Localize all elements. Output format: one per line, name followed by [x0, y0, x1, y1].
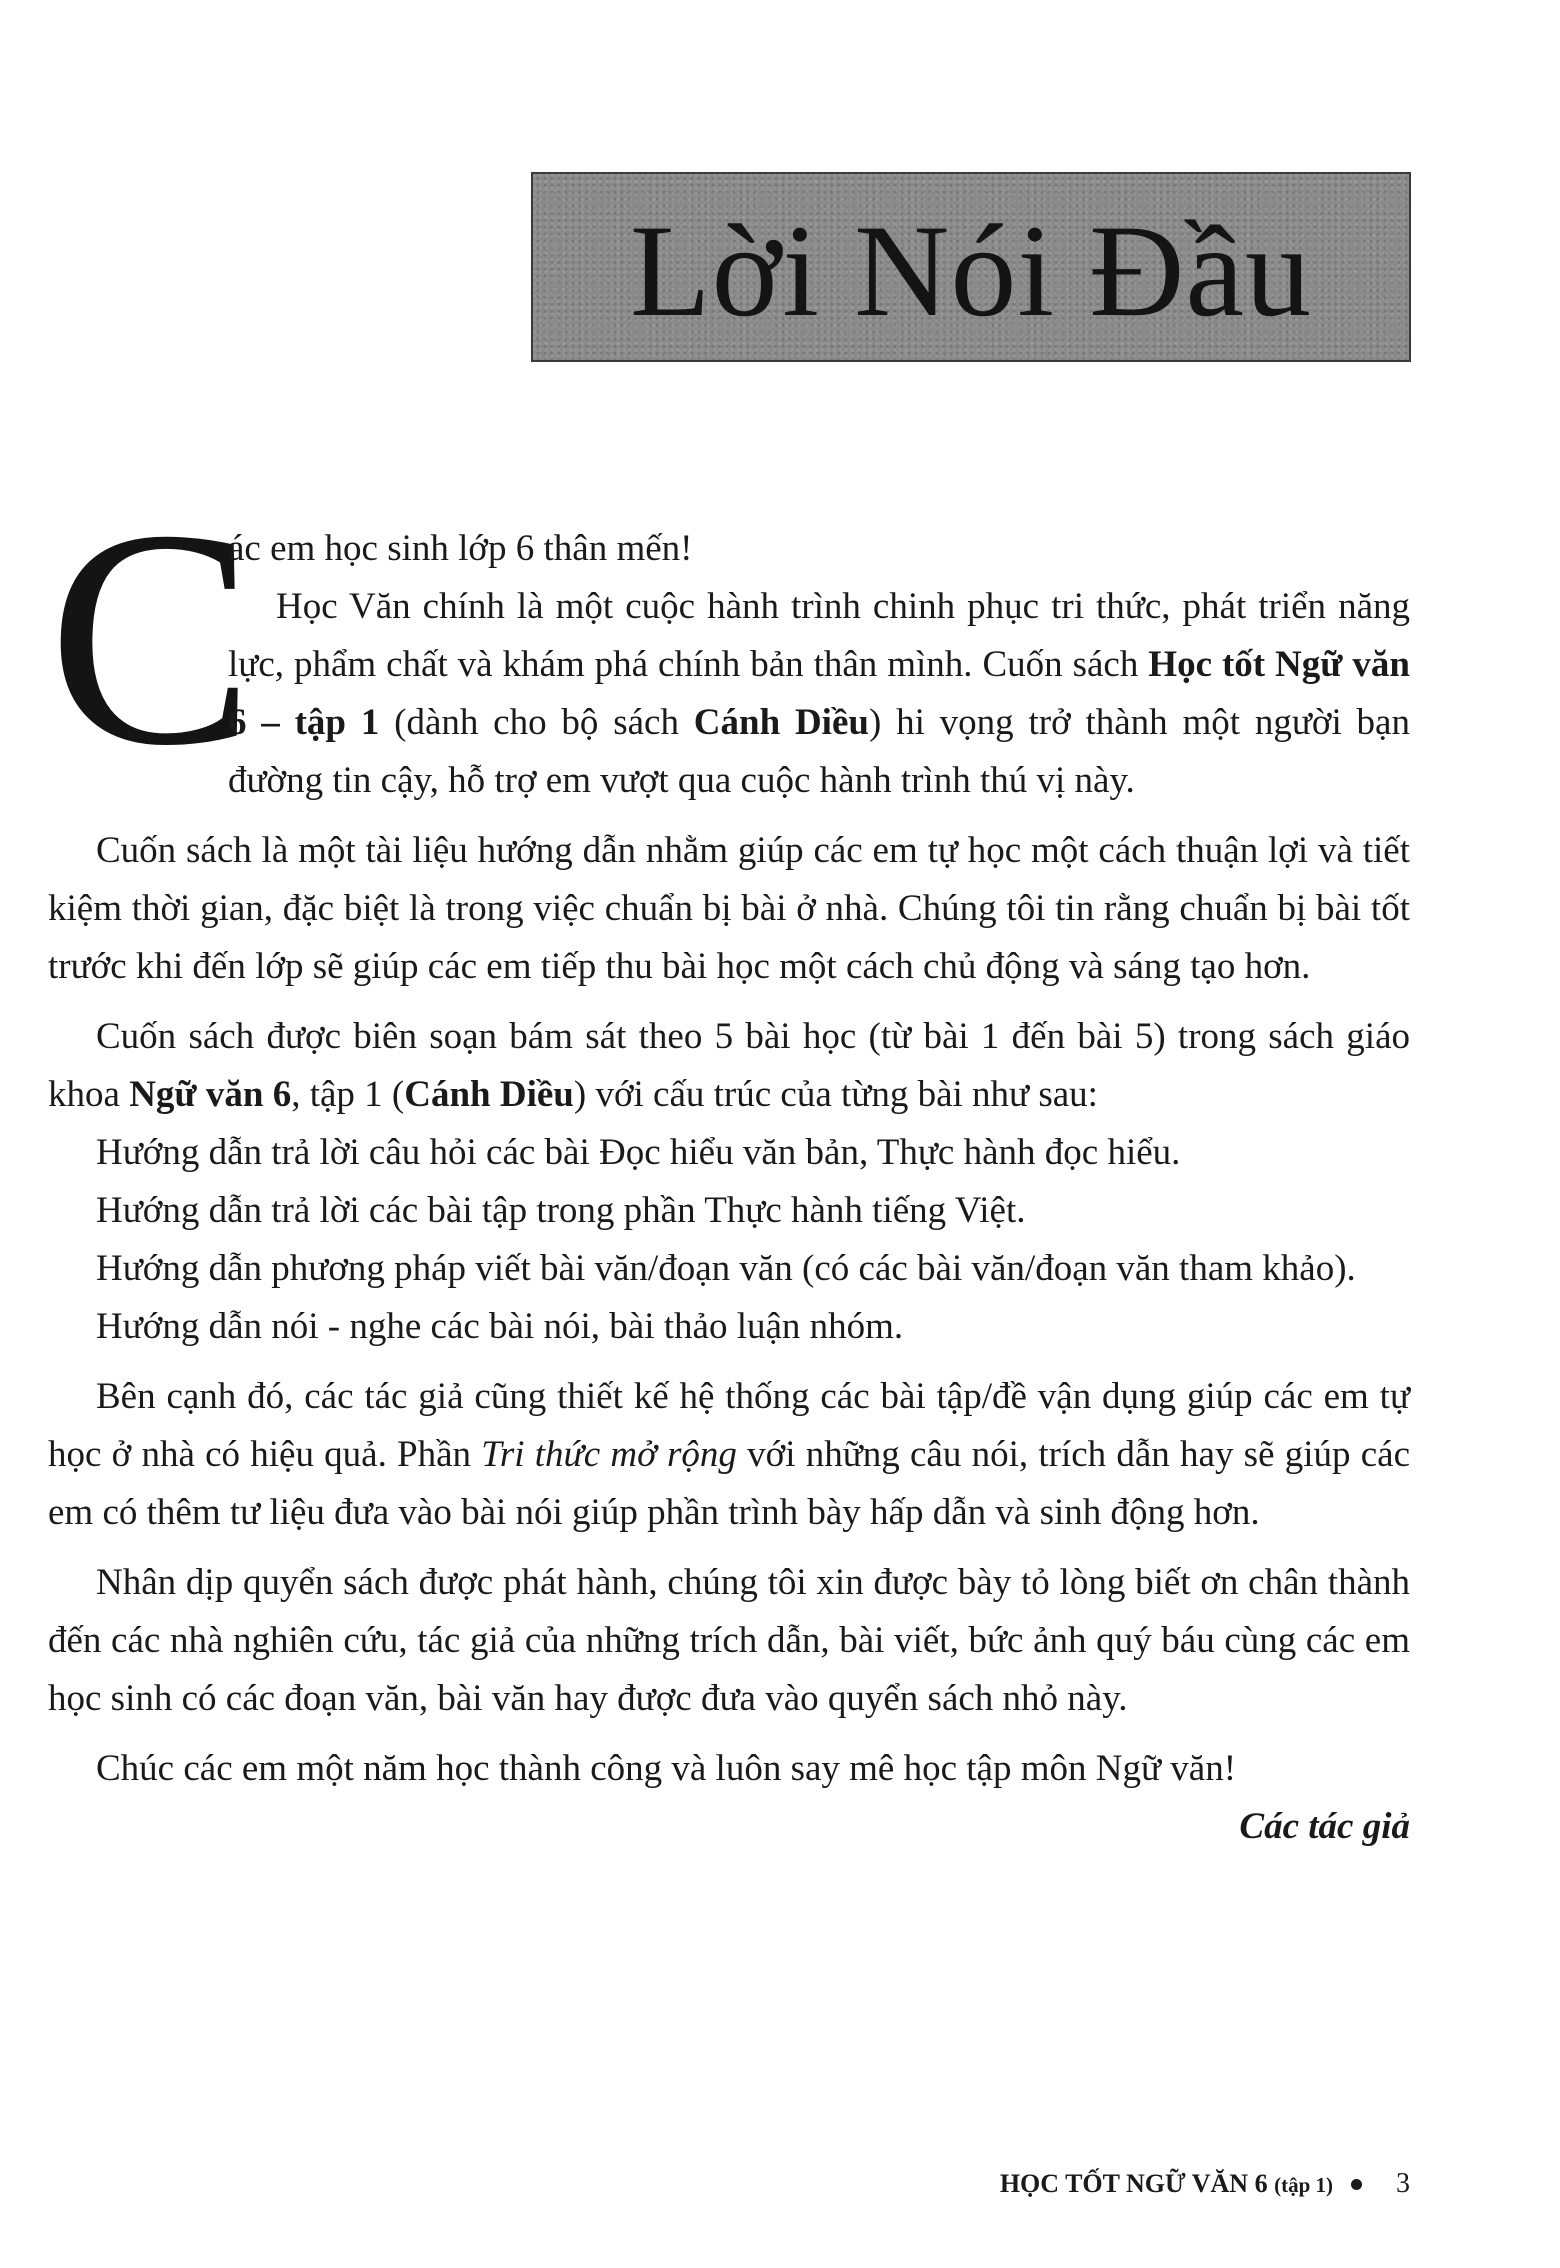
structure-text-2: , tập 1 (	[291, 1074, 405, 1115]
intro-text-1: Học Văn chính là một cuộc hành trình chinh phục tri thức, phát triển năng lực, phẩm chất và khám phá chính bản thân mình. Cuốn sách	[228, 586, 1410, 685]
paragraph-thanks: Nhân dịp quyển sách được phát hành, chúng tôi xin được bày tỏ lòng biết ơn chân thành đến các nhà nghiên cứu, tác giả của những trích dẫn, bài viết, bức ảnh quý báu cùng các em học sinh có các đoạn văn, bài văn hay được đưa vào quyển sách nhỏ này.	[48, 1562, 1410, 1719]
structure-item: Hướng dẫn trả lời câu hỏi các bài Đọc hiểu văn bản, Thực hành đọc hiểu.	[96, 1132, 1181, 1173]
paragraph-exercises	[48, 1368, 1410, 1542]
bullet-icon	[1351, 2179, 1362, 2190]
subject-name: Ngữ văn 6	[129, 1074, 292, 1115]
page-title: Lời Nói Đầu	[629, 197, 1313, 344]
structure-text-3: ) với cấu trúc của từng bài như sau:	[573, 1074, 1098, 1115]
intro-text-2: (dành cho bộ sách	[379, 702, 694, 743]
closing-wish: Chúc các em một năm học thành công và luôn say mê học tập môn Ngữ văn!	[96, 1748, 1237, 1789]
preface-body	[48, 467, 1410, 1856]
footer-book-title	[1000, 2169, 1333, 2199]
structure-item: Hướng dẫn trả lời các bài tập trong phần Thực hành tiếng Việt.	[96, 1190, 1026, 1231]
page-number: 3	[1396, 2168, 1410, 2199]
book-title: Học tốt Ngữ văn 6 – tập 1	[228, 644, 1410, 743]
series-name: Cánh Diều	[693, 702, 869, 743]
structure-item: Hướng dẫn phương pháp viết bài văn/đoạn văn (có các bài văn/đoạn văn tham khảo).	[96, 1248, 1356, 1289]
footer-volume: (tập 1)	[1274, 2173, 1333, 2197]
paragraph-structure	[48, 1008, 1410, 1124]
exercises-text-2: với những câu nói, trích dẫn hay sẽ giúp các em có thêm tư liệu đưa vào bài nói giúp phần trình bày hấp dẫn và sinh động hơn.	[48, 1434, 1410, 1533]
signature: Các tác giả	[1239, 1806, 1410, 1847]
exercises-text-1: Bên cạnh đó, các tác giả cũng thiết kế hệ thống các bài tập/đề vận dụng giúp các em tự học ở nhà có hiệu quả. Phần	[48, 1376, 1410, 1475]
structure-item: Hướng dẫn nói - nghe các bài nói, bài thảo luận nhóm.	[96, 1306, 904, 1347]
title-banner	[531, 172, 1411, 362]
page-footer	[1000, 2168, 1410, 2200]
series-name-2: Cánh Diều	[404, 1074, 574, 1115]
extended-knowledge-label: Tri thức mở rộng	[481, 1434, 737, 1475]
drop-cap: C	[48, 467, 255, 810]
intro-text-3: ) hi vọng trở thành một người bạn đường tin cậy, hỗ trợ em vượt qua cuộc hành trình thú vị này.	[228, 702, 1410, 801]
footer-book-name: HỌC TỐT NGỮ VĂN 6	[999, 2169, 1268, 2198]
greeting: ác em học sinh lớp 6 thân mến!	[228, 528, 693, 569]
structure-text-1: Cuốn sách được biên soạn bám sát theo 5 bài học (từ bài 1 đến bài 5) trong sách giáo khoa	[48, 1016, 1410, 1115]
paragraph-purpose: Cuốn sách là một tài liệu hướng dẫn nhằm giúp các em tự học một cách thuận lợi và tiết kiệm thời gian, đặc biệt là trong việc chuẩn bị bài ở nhà. Chúng tôi tin rằng chuẩn bị bài tốt trước khi đến lớp sẽ giúp các em tiếp thu bài học một cách chủ động và sáng tạo hơn.	[48, 830, 1410, 987]
opening-section	[48, 467, 1410, 810]
